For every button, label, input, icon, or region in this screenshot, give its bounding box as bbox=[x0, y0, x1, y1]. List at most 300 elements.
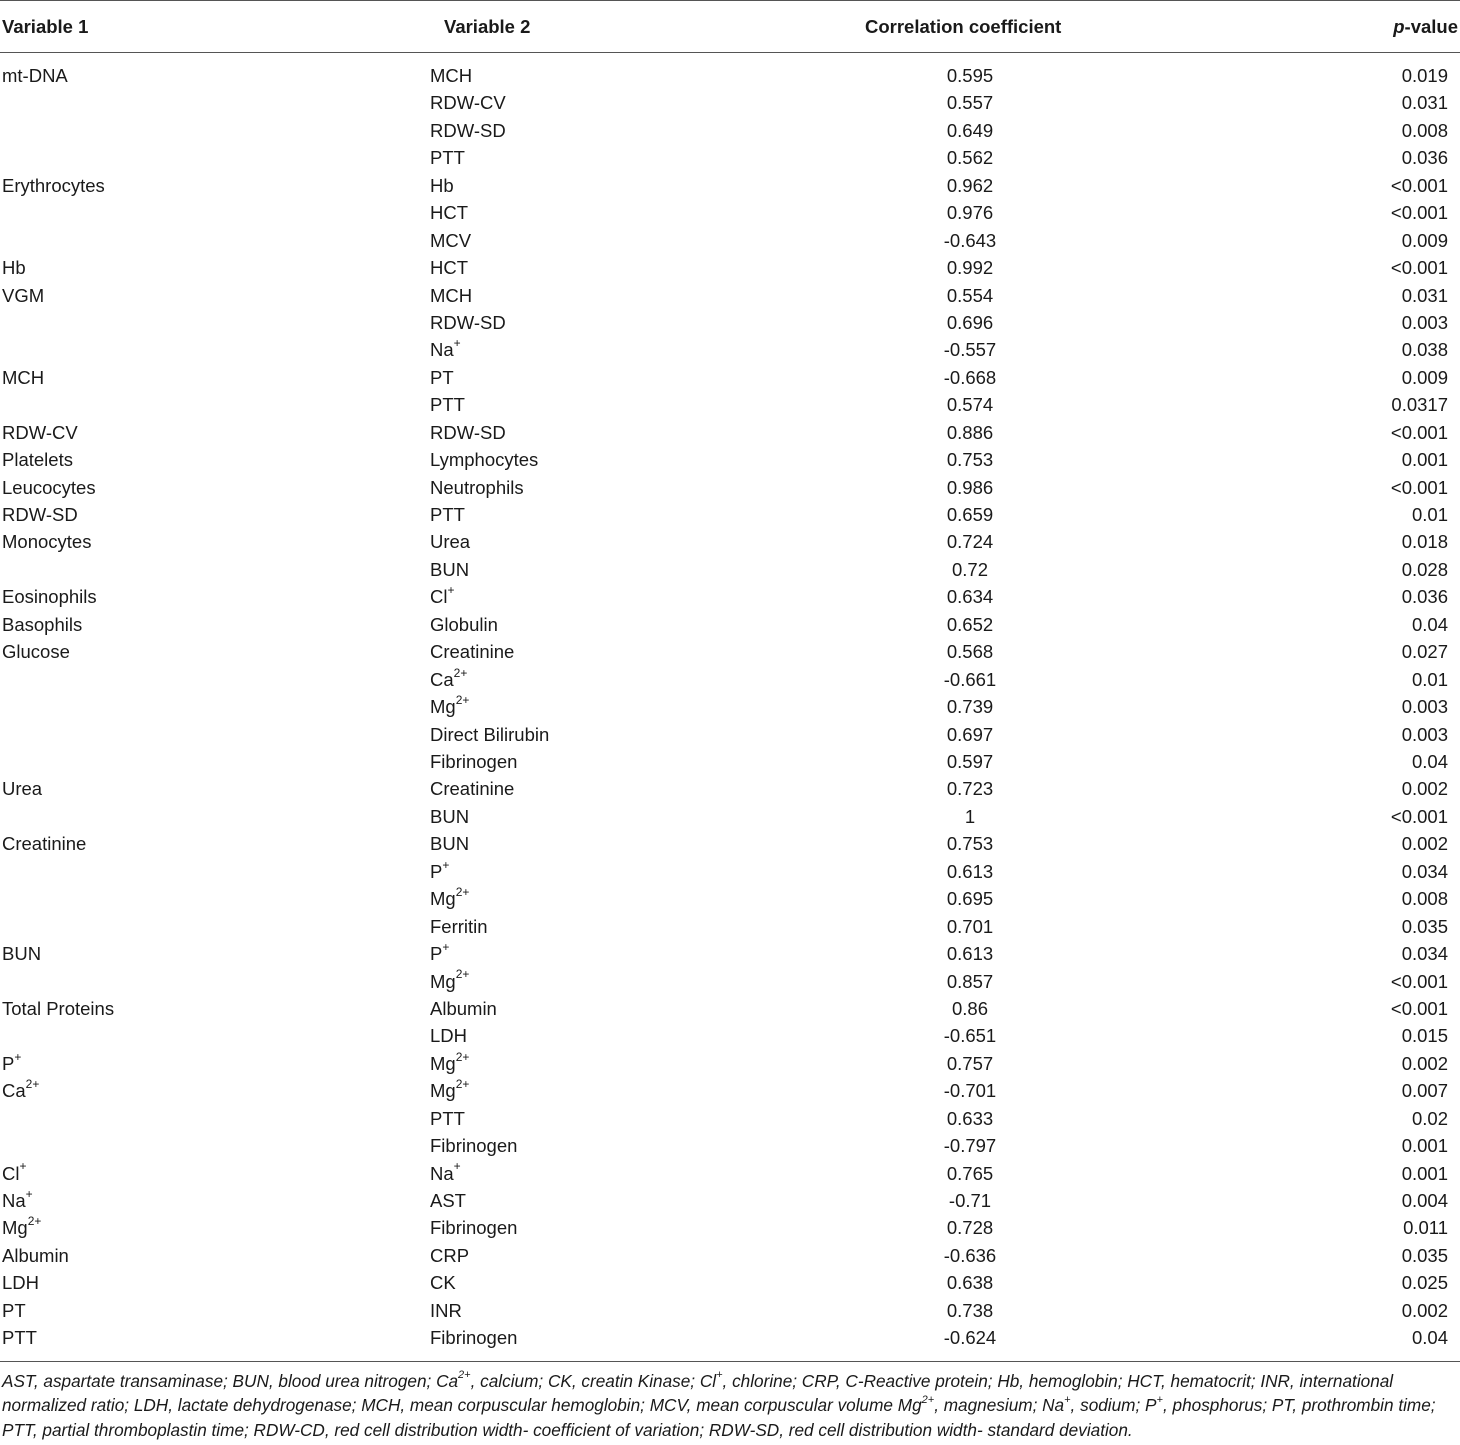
variable-2-cell bbox=[430, 556, 469, 583]
p-value-cell-text: 0.01 bbox=[1411, 668, 1448, 690]
variable-1-cell-text: Creatinine bbox=[2, 833, 87, 855]
table-row bbox=[0, 172, 1460, 199]
footnote-superscript: + bbox=[716, 1369, 723, 1382]
variable-1-cell-text: Na bbox=[2, 1190, 26, 1212]
correlation-cell-text: 0.697 bbox=[946, 723, 994, 745]
variable-2-cell bbox=[430, 748, 517, 775]
p-value-cell-text: 0.019 bbox=[1401, 65, 1448, 86]
header-variable-2: Variable 2 bbox=[444, 16, 531, 37]
p-value-cell-text: 0.034 bbox=[1401, 860, 1448, 882]
variable-1-cell bbox=[2, 1242, 69, 1269]
correlation-cell-text: 0.986 bbox=[946, 476, 994, 498]
table-row bbox=[0, 638, 1460, 665]
variable-1-cell bbox=[2, 1050, 21, 1077]
footnote-text: , sodium; P bbox=[1070, 1395, 1157, 1416]
p-value-cell bbox=[1391, 391, 1448, 418]
variable-2-cell-superscript: 2+ bbox=[455, 1049, 470, 1064]
table-row bbox=[0, 528, 1460, 555]
table-row bbox=[0, 501, 1460, 528]
footnote-text: , chlorine; CRP, C-Reactive protein; Hb, hemoglobin; HCT, hematocrit; INR, international normalized ratio; LDH, lactate dehydrogenase; MCH, mean corpuscular hemoglobin; MCV, mean corpuscular volume Mg bbox=[2, 1371, 1394, 1416]
p-value-cell bbox=[1391, 803, 1448, 830]
variable-2-cell-text: MCV bbox=[430, 229, 472, 251]
table-row bbox=[0, 803, 1460, 830]
variable-2-cell-text: Na bbox=[430, 339, 454, 361]
correlation-cell-text: 0.723 bbox=[946, 778, 994, 800]
table-row bbox=[0, 913, 1460, 940]
p-value-cell bbox=[1402, 89, 1448, 116]
p-value-cell-text: 0.009 bbox=[1401, 229, 1448, 251]
variable-2-cell bbox=[430, 995, 497, 1022]
p-value-cell-text: 0.0317 bbox=[1391, 394, 1448, 416]
p-value-cell-text: 0.031 bbox=[1401, 284, 1448, 306]
correlation-cell-text: 0.633 bbox=[946, 1107, 994, 1129]
p-value-cell-text: 0.036 bbox=[1401, 586, 1448, 608]
correlation-cell-text: 0.649 bbox=[946, 119, 994, 141]
variable-2-cell-text: Creatinine bbox=[430, 641, 515, 663]
table-row bbox=[0, 1214, 1460, 1241]
variable-2-cell-text: Na bbox=[430, 1162, 454, 1184]
table-row bbox=[0, 282, 1460, 309]
variable-1-cell-text: Glucose bbox=[2, 641, 70, 663]
p-value-cell bbox=[1402, 1269, 1448, 1296]
variable-2-cell-superscript: 2+ bbox=[455, 967, 470, 982]
correlation-cell-text: 0.595 bbox=[946, 65, 994, 86]
table-row bbox=[0, 666, 1460, 693]
variable-1-cell-text: Monocytes bbox=[2, 531, 92, 553]
variable-1-cell-text: Urea bbox=[2, 778, 43, 800]
table-row bbox=[0, 336, 1460, 363]
variable-2-cell-text: RDW-SD bbox=[430, 421, 506, 443]
variable-1-cell bbox=[2, 446, 73, 473]
variable-2-cell bbox=[430, 1160, 461, 1187]
table-header bbox=[0, 0, 1460, 37]
variable-2-cell bbox=[430, 1214, 517, 1241]
p-value-cell-text: 0.002 bbox=[1401, 1299, 1448, 1321]
correlation-cell-text: -0.643 bbox=[943, 229, 997, 251]
correlation-cell-text: 0.638 bbox=[946, 1272, 994, 1294]
variable-2-cell bbox=[430, 501, 465, 528]
footnote-text: , calcium; CK, creatin Kinase; Cl bbox=[470, 1371, 717, 1391]
table-row bbox=[0, 775, 1460, 802]
header-p-rest: -value bbox=[1404, 16, 1458, 37]
header-p-italic: p bbox=[1393, 16, 1405, 37]
correlation-cell-text: 0.597 bbox=[946, 751, 994, 772]
correlation-cell-text: -0.557 bbox=[943, 339, 997, 361]
variable-1-cell-text: Cl bbox=[2, 1162, 20, 1184]
p-value-cell bbox=[1402, 62, 1448, 89]
table-row bbox=[0, 62, 1460, 89]
footnote-superscript: 2+ bbox=[921, 1393, 935, 1406]
header-variable-1: Variable 1 bbox=[2, 16, 89, 37]
correlation-cell-text: 1 bbox=[964, 805, 976, 827]
variable-1-cell bbox=[2, 474, 96, 501]
p-value-cell-text: 0.002 bbox=[1401, 1052, 1448, 1074]
p-value-cell-text: <0.001 bbox=[1390, 202, 1448, 224]
table-row bbox=[0, 1022, 1460, 1049]
p-value-cell-text: <0.001 bbox=[1390, 174, 1448, 196]
p-value-cell-text: 0.04 bbox=[1411, 751, 1448, 772]
correlation-cell-text: 0.886 bbox=[946, 421, 994, 443]
p-value-cell-text: 0.007 bbox=[1401, 1080, 1448, 1102]
p-value-cell bbox=[1402, 1077, 1448, 1104]
p-value-cell-text: 0.035 bbox=[1401, 915, 1448, 937]
footnote-text: , magnesium; Na bbox=[934, 1395, 1065, 1416]
variable-2-cell-text: PTT bbox=[430, 1107, 465, 1129]
variable-2-cell-text: Neutrophils bbox=[430, 476, 524, 498]
variable-2-cell bbox=[430, 1105, 465, 1132]
footnote-text: AST, aspartate transaminase; BUN, blood urea nitrogen; Ca bbox=[2, 1371, 459, 1391]
p-value-cell-text: <0.001 bbox=[1390, 997, 1448, 1019]
variable-1-cell-text: Erythrocytes bbox=[2, 174, 105, 196]
table-row bbox=[0, 940, 1460, 967]
variable-2-cell bbox=[430, 62, 472, 89]
variable-1-cell-superscript: + bbox=[25, 1186, 33, 1201]
table-row bbox=[0, 1324, 1460, 1351]
variable-2-cell-text: PT bbox=[430, 366, 454, 388]
table-row bbox=[0, 474, 1460, 501]
table-row bbox=[0, 721, 1460, 748]
variable-1-cell-text: VGM bbox=[2, 284, 45, 306]
variable-2-cell-superscript: 2+ bbox=[455, 885, 470, 900]
header-correlation-coefficient: Correlation coefficient bbox=[865, 16, 1062, 37]
table-row bbox=[0, 830, 1460, 857]
p-value-cell-text: 0.025 bbox=[1401, 1272, 1448, 1294]
variable-2-cell bbox=[430, 858, 449, 885]
variable-2-cell-superscript: + bbox=[447, 583, 455, 598]
table-row bbox=[0, 309, 1460, 336]
correlation-cell-text: 0.857 bbox=[946, 970, 994, 992]
variable-1-cell-text: Total Proteins bbox=[2, 997, 115, 1019]
variable-2-cell-text: CK bbox=[430, 1272, 456, 1294]
p-value-cell-text: 0.031 bbox=[1401, 92, 1448, 114]
p-value-cell bbox=[1412, 1105, 1448, 1132]
variable-1-cell-text: mt-DNA bbox=[2, 65, 68, 86]
variable-2-cell bbox=[430, 1187, 466, 1214]
variable-2-cell-text: Hb bbox=[430, 174, 454, 196]
variable-1-cell bbox=[2, 282, 44, 309]
p-value-cell bbox=[1391, 254, 1448, 281]
correlation-cell-text: 0.695 bbox=[946, 888, 994, 910]
correlation-cell-text: 0.652 bbox=[946, 613, 994, 635]
variable-2-cell bbox=[430, 803, 469, 830]
correlation-cell-text: 0.72 bbox=[952, 558, 989, 580]
p-value-cell bbox=[1402, 638, 1448, 665]
p-value-cell-text: 0.001 bbox=[1401, 449, 1448, 471]
variable-2-cell bbox=[430, 117, 506, 144]
p-value-cell bbox=[1412, 611, 1448, 638]
correlation-cell-text: 0.962 bbox=[946, 174, 994, 196]
p-value-cell bbox=[1412, 1324, 1448, 1351]
variable-2-cell bbox=[430, 721, 549, 748]
correlation-cell-text: 0.568 bbox=[946, 641, 994, 663]
variable-2-cell bbox=[430, 693, 469, 720]
variable-2-cell-text: Fibrinogen bbox=[430, 1217, 518, 1239]
variable-2-cell-text: INR bbox=[430, 1299, 462, 1321]
variable-1-cell-text: Leucocytes bbox=[2, 476, 96, 498]
p-value-cell bbox=[1402, 364, 1448, 391]
variable-1-cell-text: RDW-CV bbox=[2, 421, 78, 443]
variable-1-cell-text: Hb bbox=[2, 257, 26, 279]
table-row bbox=[0, 419, 1460, 446]
variable-2-cell-text: PTT bbox=[430, 504, 465, 526]
p-value-cell bbox=[1402, 775, 1448, 802]
variable-2-cell bbox=[430, 364, 454, 391]
table-row bbox=[0, 556, 1460, 583]
variable-1-cell-text: Ca bbox=[2, 1080, 26, 1102]
variable-2-cell bbox=[430, 830, 469, 857]
p-value-cell bbox=[1402, 227, 1448, 254]
table-row bbox=[0, 968, 1460, 995]
p-value-cell-text: 0.018 bbox=[1401, 531, 1448, 553]
variable-2-cell bbox=[430, 254, 468, 281]
p-value-cell bbox=[1402, 940, 1448, 967]
table-row bbox=[0, 446, 1460, 473]
p-value-cell-text: 0.001 bbox=[1401, 1135, 1448, 1157]
p-value-cell bbox=[1403, 1214, 1448, 1241]
correlation-cell-text: -0.651 bbox=[943, 1025, 997, 1047]
p-value-cell bbox=[1391, 199, 1448, 226]
p-value-cell-text: 0.009 bbox=[1401, 366, 1448, 388]
p-value-cell-text: 0.003 bbox=[1401, 723, 1448, 745]
correlation-cell-text: 0.738 bbox=[946, 1299, 994, 1321]
correlation-cell-text: 0.86 bbox=[952, 997, 989, 1019]
variable-2-cell bbox=[430, 1324, 517, 1351]
variable-2-cell-text: Fibrinogen bbox=[430, 1327, 518, 1349]
p-value-cell bbox=[1402, 1050, 1448, 1077]
variable-1-cell-superscript: + bbox=[14, 1049, 22, 1064]
p-value-cell-text: 0.002 bbox=[1401, 833, 1448, 855]
correlation-cell-text: 0.562 bbox=[946, 147, 994, 169]
correlation-cell-text: -0.636 bbox=[943, 1244, 997, 1266]
variable-1-cell-text: BUN bbox=[2, 943, 42, 965]
correlation-cell-text: 0.554 bbox=[946, 284, 994, 306]
variable-1-cell-text: MCH bbox=[2, 366, 45, 388]
variable-1-cell bbox=[2, 419, 78, 446]
table-row bbox=[0, 748, 1460, 775]
p-value-cell-text: 0.004 bbox=[1401, 1190, 1448, 1212]
correlation-cell-text: 0.753 bbox=[946, 449, 994, 471]
variable-2-cell-text: Fibrinogen bbox=[430, 751, 518, 772]
header-p-value bbox=[1393, 13, 1458, 40]
table-row bbox=[0, 89, 1460, 116]
p-value-cell-text: 0.008 bbox=[1401, 119, 1448, 141]
variable-1-cell bbox=[2, 1324, 37, 1351]
correlation-cell-text: -0.661 bbox=[943, 668, 997, 690]
p-value-cell bbox=[1402, 309, 1448, 336]
variable-2-cell-text: Urea bbox=[430, 531, 471, 553]
variable-2-cell bbox=[430, 968, 469, 995]
variable-1-cell-superscript: 2+ bbox=[25, 1077, 40, 1092]
table-row bbox=[0, 1297, 1460, 1324]
variable-2-cell bbox=[430, 528, 470, 555]
table-row bbox=[0, 611, 1460, 638]
table-row bbox=[0, 1050, 1460, 1077]
correlation-cell-text: 0.634 bbox=[946, 586, 994, 608]
table-row bbox=[0, 1077, 1460, 1104]
variable-1-cell-text: P bbox=[2, 1052, 15, 1074]
variable-2-cell-text: BUN bbox=[430, 805, 470, 827]
variable-1-cell bbox=[2, 995, 114, 1022]
variable-1-cell-superscript: 2+ bbox=[27, 1214, 42, 1229]
variable-2-cell-text: LDH bbox=[430, 1025, 468, 1047]
variable-2-cell-text: Lymphocytes bbox=[430, 449, 539, 471]
p-value-cell bbox=[1402, 1022, 1448, 1049]
p-value-cell bbox=[1412, 666, 1448, 693]
p-value-cell bbox=[1402, 1160, 1448, 1187]
variable-2-cell-text: PTT bbox=[430, 394, 465, 416]
p-value-cell-text: 0.038 bbox=[1401, 339, 1448, 361]
variable-2-cell-text: MCH bbox=[430, 284, 473, 306]
variable-2-cell bbox=[430, 583, 455, 610]
p-value-cell-text: 0.001 bbox=[1401, 1162, 1448, 1184]
correlation-cell-text: 0.696 bbox=[946, 311, 994, 333]
p-value-cell-text: 0.003 bbox=[1401, 311, 1448, 333]
variable-1-cell bbox=[2, 1297, 26, 1324]
p-value-cell-text: <0.001 bbox=[1390, 805, 1448, 827]
p-value-cell-text: 0.04 bbox=[1411, 1327, 1448, 1349]
table-row bbox=[0, 1160, 1460, 1187]
correlation-cell-text: 0.659 bbox=[946, 504, 994, 526]
correlation-cell-text: 0.557 bbox=[946, 92, 994, 114]
footnote-superscript: + bbox=[1156, 1393, 1163, 1406]
p-value-cell bbox=[1402, 117, 1448, 144]
p-value-cell-text: <0.001 bbox=[1390, 421, 1448, 443]
p-value-cell-text: <0.001 bbox=[1390, 257, 1448, 279]
p-value-cell-text: 0.015 bbox=[1401, 1025, 1448, 1047]
p-value-cell bbox=[1402, 144, 1448, 171]
table-row bbox=[0, 227, 1460, 254]
p-value-cell-text: 0.028 bbox=[1401, 558, 1448, 580]
variable-2-cell bbox=[430, 1269, 456, 1296]
variable-2-cell bbox=[430, 775, 514, 802]
correlation-cell-text: -0.668 bbox=[943, 366, 997, 388]
variable-2-cell-text: Ca bbox=[430, 668, 454, 690]
variable-2-cell-text: RDW-SD bbox=[430, 119, 506, 141]
variable-1-cell-text: Platelets bbox=[2, 449, 73, 471]
variable-2-cell bbox=[430, 391, 465, 418]
table-row bbox=[0, 1132, 1460, 1159]
variable-2-cell bbox=[430, 227, 471, 254]
table-row bbox=[0, 583, 1460, 610]
variable-1-cell bbox=[2, 172, 105, 199]
p-value-cell bbox=[1402, 446, 1448, 473]
variable-2-cell bbox=[430, 474, 524, 501]
p-value-cell-text: 0.02 bbox=[1411, 1107, 1448, 1129]
p-value-cell bbox=[1391, 172, 1448, 199]
p-value-cell-text: 0.003 bbox=[1401, 696, 1448, 718]
variable-2-cell bbox=[430, 172, 454, 199]
variable-1-cell-superscript: + bbox=[19, 1159, 27, 1174]
footnote-superscript: 2+ bbox=[458, 1369, 471, 1382]
variable-2-cell-text: Direct Bilirubin bbox=[430, 723, 550, 745]
p-value-cell bbox=[1402, 528, 1448, 555]
variable-2-cell bbox=[430, 282, 472, 309]
variable-2-cell bbox=[430, 419, 506, 446]
p-value-cell-text: 0.027 bbox=[1401, 641, 1448, 663]
variable-2-cell-text: P bbox=[430, 943, 443, 965]
p-value-cell bbox=[1402, 693, 1448, 720]
variable-2-cell-text: RDW-SD bbox=[430, 311, 506, 333]
variable-2-cell bbox=[430, 638, 514, 665]
table-row bbox=[0, 144, 1460, 171]
p-value-cell bbox=[1391, 995, 1448, 1022]
p-value-cell-text: 0.04 bbox=[1411, 613, 1448, 635]
variable-2-cell-text: P bbox=[430, 860, 443, 882]
variable-1-cell bbox=[2, 364, 44, 391]
header-rule bbox=[0, 52, 1460, 53]
variable-1-cell bbox=[2, 1160, 27, 1187]
correlation-cell-text: -0.701 bbox=[943, 1080, 997, 1102]
variable-2-cell bbox=[430, 446, 538, 473]
variable-1-cell bbox=[2, 528, 91, 555]
correlation-cell-text: 0.728 bbox=[946, 1217, 994, 1239]
variable-2-cell-text: RDW-CV bbox=[430, 92, 506, 114]
variable-2-cell-text: Ferritin bbox=[430, 915, 488, 937]
variable-2-cell-text: Fibrinogen bbox=[430, 1135, 518, 1157]
variable-2-cell-text: HCT bbox=[430, 202, 469, 224]
variable-2-cell bbox=[430, 89, 506, 116]
table-row bbox=[0, 995, 1460, 1022]
variable-2-cell bbox=[430, 336, 461, 363]
table-row bbox=[0, 885, 1460, 912]
p-value-cell bbox=[1412, 501, 1448, 528]
variable-1-cell bbox=[2, 1077, 39, 1104]
table-row bbox=[0, 1105, 1460, 1132]
variable-2-cell-text: Mg bbox=[430, 1080, 456, 1102]
table-row bbox=[0, 1269, 1460, 1296]
p-value-cell bbox=[1402, 336, 1448, 363]
variable-1-cell bbox=[2, 583, 97, 610]
variable-2-cell bbox=[430, 1050, 469, 1077]
variable-2-cell-superscript: + bbox=[442, 939, 450, 954]
p-value-cell-text: <0.001 bbox=[1390, 476, 1448, 498]
variable-2-cell bbox=[430, 1242, 469, 1269]
p-value-cell bbox=[1402, 830, 1448, 857]
variable-1-cell-text: LDH bbox=[2, 1272, 40, 1294]
p-value-cell bbox=[1402, 282, 1448, 309]
variable-2-cell-superscript: + bbox=[453, 336, 461, 351]
correlation-cell-text: -0.797 bbox=[943, 1135, 997, 1157]
correlation-cell-text: 0.574 bbox=[946, 394, 994, 416]
table-footnote bbox=[2, 1369, 1458, 1442]
p-value-cell bbox=[1391, 474, 1448, 501]
p-value-cell-text: <0.001 bbox=[1390, 970, 1448, 992]
variable-2-cell-superscript: + bbox=[453, 1159, 461, 1174]
table-row bbox=[0, 117, 1460, 144]
variable-1-cell bbox=[2, 830, 86, 857]
p-value-cell-text: 0.011 bbox=[1403, 1217, 1448, 1239]
variable-1-cell-text: RDW-SD bbox=[2, 504, 78, 526]
variable-1-cell bbox=[2, 611, 82, 638]
variable-2-cell bbox=[430, 666, 467, 693]
variable-1-cell-text: Basophils bbox=[2, 613, 83, 635]
p-value-cell-text: 0.035 bbox=[1401, 1244, 1448, 1266]
correlation-cell-text: 0.613 bbox=[946, 943, 994, 965]
variable-1-cell bbox=[2, 254, 26, 281]
table-row bbox=[0, 199, 1460, 226]
variable-1-cell bbox=[2, 1269, 39, 1296]
variable-1-cell bbox=[2, 1187, 33, 1214]
correlation-cell-text: 0.757 bbox=[946, 1052, 994, 1074]
variable-2-cell-superscript: 2+ bbox=[455, 692, 470, 707]
variable-2-cell-text: Creatinine bbox=[430, 778, 515, 800]
p-value-cell bbox=[1402, 885, 1448, 912]
variable-1-cell-text: PT bbox=[2, 1299, 26, 1321]
correlation-cell-text: 0.701 bbox=[946, 915, 994, 937]
p-value-cell bbox=[1402, 721, 1448, 748]
variable-2-cell-text: Cl bbox=[430, 586, 448, 608]
variable-2-cell-superscript: 2+ bbox=[455, 1077, 470, 1092]
